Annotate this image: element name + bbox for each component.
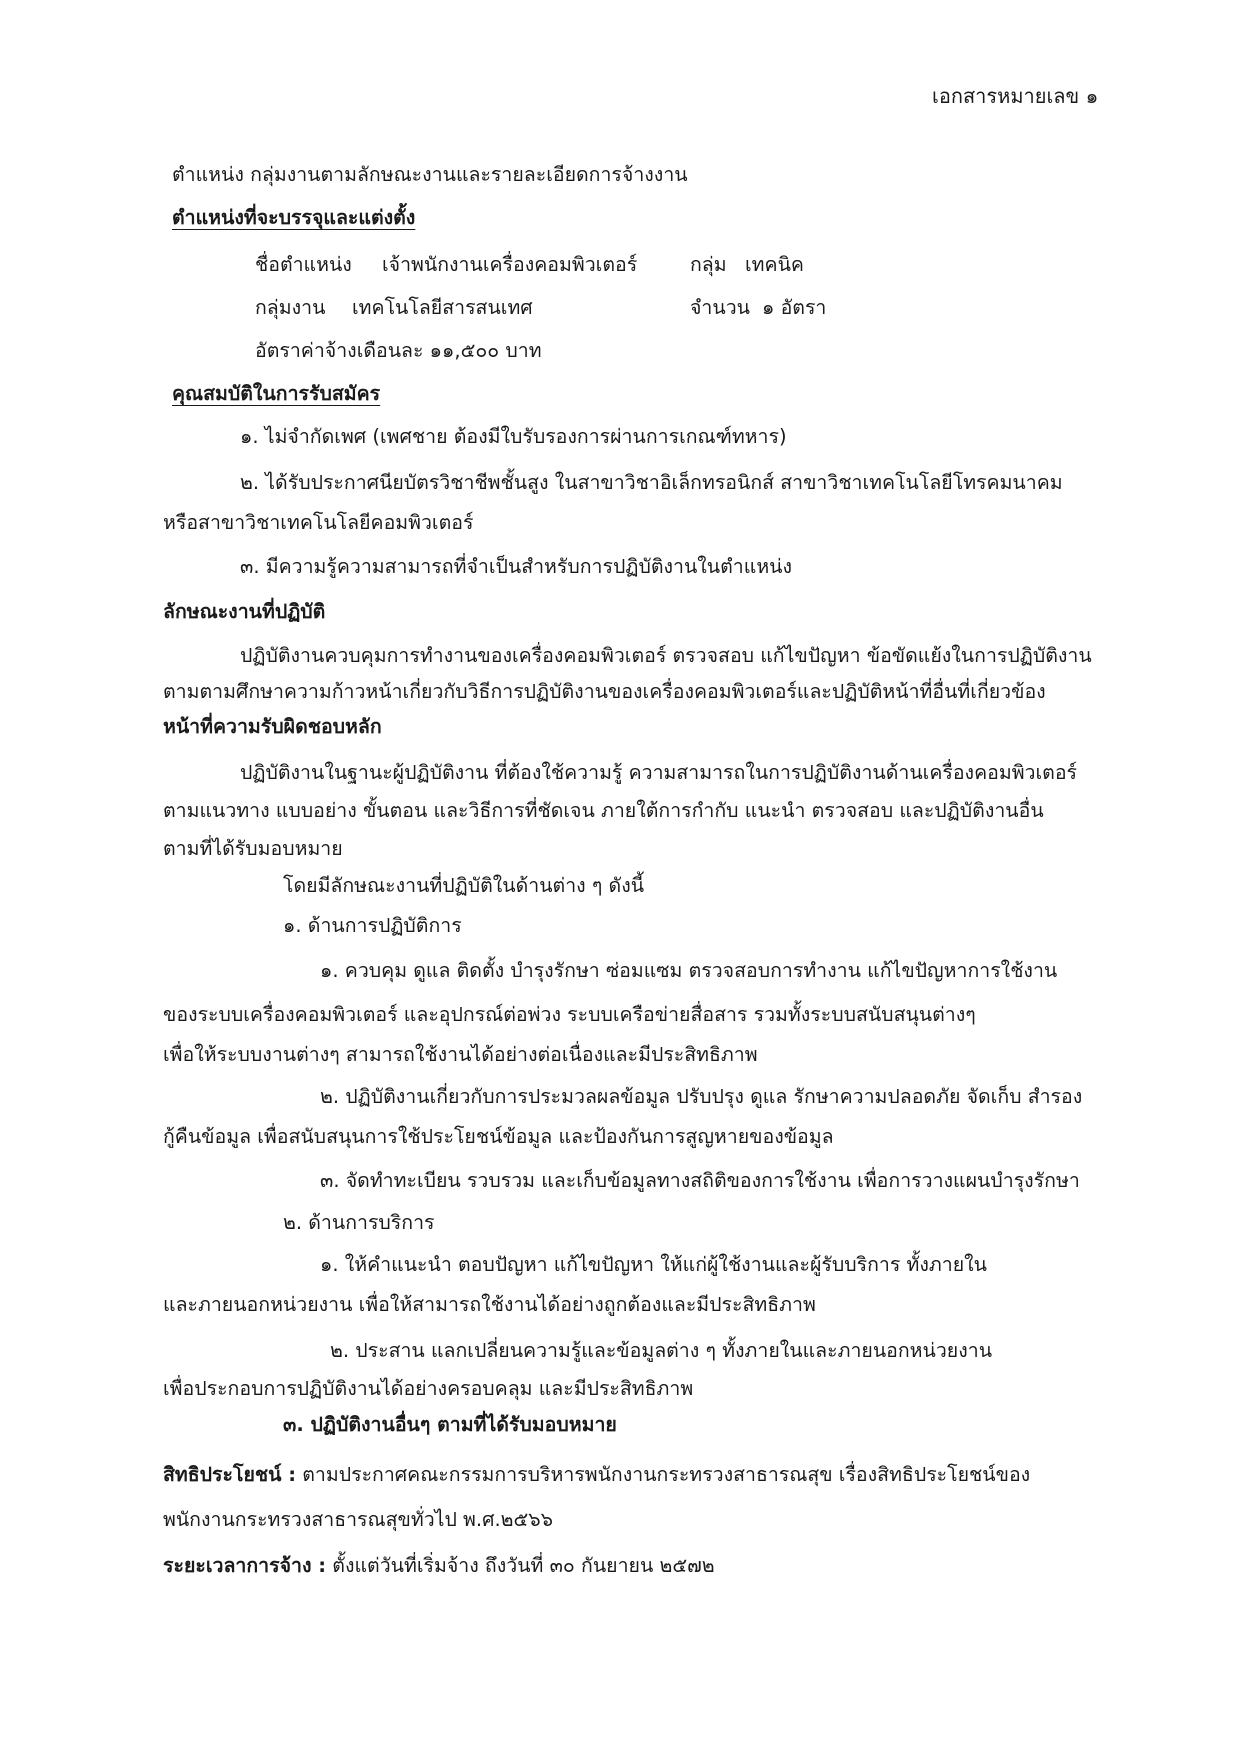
qualifications-title: คุณสมบัติในการรับสมัคร <box>172 382 381 405</box>
services-item-continued: เพื่อประกอบการปฏิบัติงานได้อย่างครอบคลุม และมีประสิทธิภาพ <box>163 1377 694 1400</box>
qualification-item-continued: หรือสาขาวิชาเทคโนโลยีคอมพิวเตอร์ <box>163 511 474 534</box>
group-label: กลุ่ม <box>690 253 727 276</box>
duties-lead: โดยมีลักษณะงานที่ปฏิบัติในด้านต่าง ๆ ดังนี้ <box>283 874 645 897</box>
services-item: ๒. ประสาน แลกเปลี่ยนความรู้และข้อมูลต่าง ๆ ทั้งภายในและภายนอกหน่วยงาน <box>330 1339 993 1362</box>
document-number: เอกสารหมายเลข ๑ <box>932 84 1099 108</box>
qualification-item: ๑. ไม่จำกัดเพศ (เพศชาย ต้องมีใบรับรองการผ่านการเกณฑ์ทหาร) <box>240 425 787 448</box>
salary-line: อัตราค่าจ้างเดือนละ ๑๑,๕๐๐ บาท <box>255 339 542 362</box>
operations-item: ๒. ปฏิบัติงานเกี่ยวกับการประมวลผลข้อมูล ปรับปรุง ดูแล รักษาความปลอดภัย จัดเก็บ สำรอง <box>320 1085 1083 1108</box>
operations-item: ๓. จัดทำทะเบียน รวบรวม และเก็บข้อมูลทางสถิติของการใช้งาน เพื่อการวางแผนบำรุงรักษา <box>320 1169 1080 1192</box>
other-duties: ๓. ปฏิบัติงานอื่นๆ ตามที่ได้รับมอบหมาย <box>283 1413 617 1436</box>
period-text: ตั้งแต่วันที่เริ่มจ้าง ถึงวันที่ ๓๐ กันยายน ๒๕๗๒ <box>332 1554 715 1577</box>
position-section-title: ตำแหน่งที่จะบรรจุและแต่งตั้ง <box>172 206 416 229</box>
workgroup-value: เทคโนโลยีสารสนเทศ <box>352 296 533 319</box>
period-label: ระยะเวลาการจ้าง : <box>163 1554 327 1577</box>
services-title: ๒. ด้านการบริการ <box>283 1211 435 1234</box>
operations-item: ๑. ควบคุม ดูแล ติดตั้ง บำรุงรักษา ซ่อมแซม ตรวจสอบการทำงาน แก้ไขปัญหาการใช้งาน <box>320 959 1058 982</box>
operations-item-continued: เพื่อให้ระบบงานต่างๆ สามารถใช้งานได้อย่างต่อเนื่องและมีประสิทธิภาพ <box>163 1043 758 1066</box>
services-item: ๑. ให้คำแนะนำ ตอบปัญหา แก้ไขปัญหา ให้แก่ผู้ใช้งานและผู้รับบริการ ทั้งภายใน <box>320 1253 987 1276</box>
operations-item-continued: กู้คืนข้อมูล เพื่อสนับสนุนการใช้ประโยชน์ข้อมูล และป้องกันการสูญหายของข้อมูล <box>163 1125 834 1148</box>
period-line <box>163 1551 715 1581</box>
job-nature-title: ลักษณะงานที่ปฏิบัติ <box>163 600 326 623</box>
qualification-item: ๒. ได้รับประกาศนียบัตรวิชาชีพชั้นสูง ในสาขาวิชาอิเล็กทรอนิกส์ สาขาวิชาเทคโนโลยีโทรคมนาคม <box>240 471 1063 494</box>
benefits-label: สิทธิประโยชน์ : <box>163 1463 297 1486</box>
position-name-value: เจ้าพนักงานเครื่องคอมพิวเตอร์ <box>382 253 638 276</box>
benefits-text: ตามประกาศคณะกรรมการบริหารพนักงานกระทรวงสาธารณสุข เรื่องสิทธิประโยชน์ของ <box>302 1463 1031 1486</box>
job-nature-line: ตามตามศึกษาความก้าวหน้าเกี่ยวกับวิธีการปฏิบัติงานของเครื่องคอมพิวเตอร์และปฏิบัติหน้าที่อื่นที่เกี่ยวข้อง <box>163 680 1046 703</box>
services-item-continued: และภายนอกหน่วยงาน เพื่อให้สามารถใช้งานได้อย่างถูกต้องและมีประสิทธิภาพ <box>163 1293 816 1316</box>
position-name-label: ชื่อตำแหน่ง <box>255 253 352 276</box>
workgroup-label: กลุ่มงาน <box>255 296 326 319</box>
duties-intro-line: ตามที่ได้รับมอบหมาย <box>163 837 343 860</box>
duties-title: หน้าที่ความรับผิดชอบหลัก <box>163 715 382 738</box>
duties-intro-line: ปฏิบัติงานในฐานะผู้ปฏิบัติงาน ที่ต้องใช้ความรู้ ความสามารถในการปฏิบัติงานด้านเครื่องคอมพิวเตอร์ <box>240 761 1078 784</box>
operations-item-continued: ของระบบเครื่องคอมพิวเตอร์ และอุปกรณ์ต่อพ่วง ระบบเครือข่ายสื่อสาร รวมทั้งระบบสนับสนุนต่างๆ <box>163 1003 976 1026</box>
job-nature-line: ปฏิบัติงานควบคุมการทำงานของเครื่องคอมพิวเตอร์ ตรวจสอบ แก้ไขปัญหา ข้อขัดแย้งในการปฏิบัติงาน <box>240 644 1092 667</box>
count-value: ๑ อัตรา <box>762 296 827 319</box>
operations-title: ๑. ด้านการปฏิบัติการ <box>283 914 462 937</box>
benefits-line <box>163 1460 1030 1490</box>
benefits-text-continued: พนักงานกระทรวงสาธารณสุขทั่วไป พ.ศ.๒๕๖๖ <box>163 1508 554 1531</box>
group-value: เทคนิค <box>745 253 804 276</box>
qualification-item: ๓. มีความรู้ความสามารถที่จำเป็นสำหรับการปฏิบัติงานในตำแหน่ง <box>240 555 793 578</box>
duties-intro-line: ตามแนวทาง แบบอย่าง ขั้นตอน และวิธีการที่ชัดเจน ภายใต้การกำกับ แนะนำ ตรวจสอบ และปฏิบัติงานอื่น <box>163 799 1044 822</box>
count-label: จำนวน <box>690 296 750 319</box>
document-heading: ตำแหน่ง กลุ่มงานตามลักษณะงานและรายละเอียดการจ้างงาน <box>172 163 688 186</box>
